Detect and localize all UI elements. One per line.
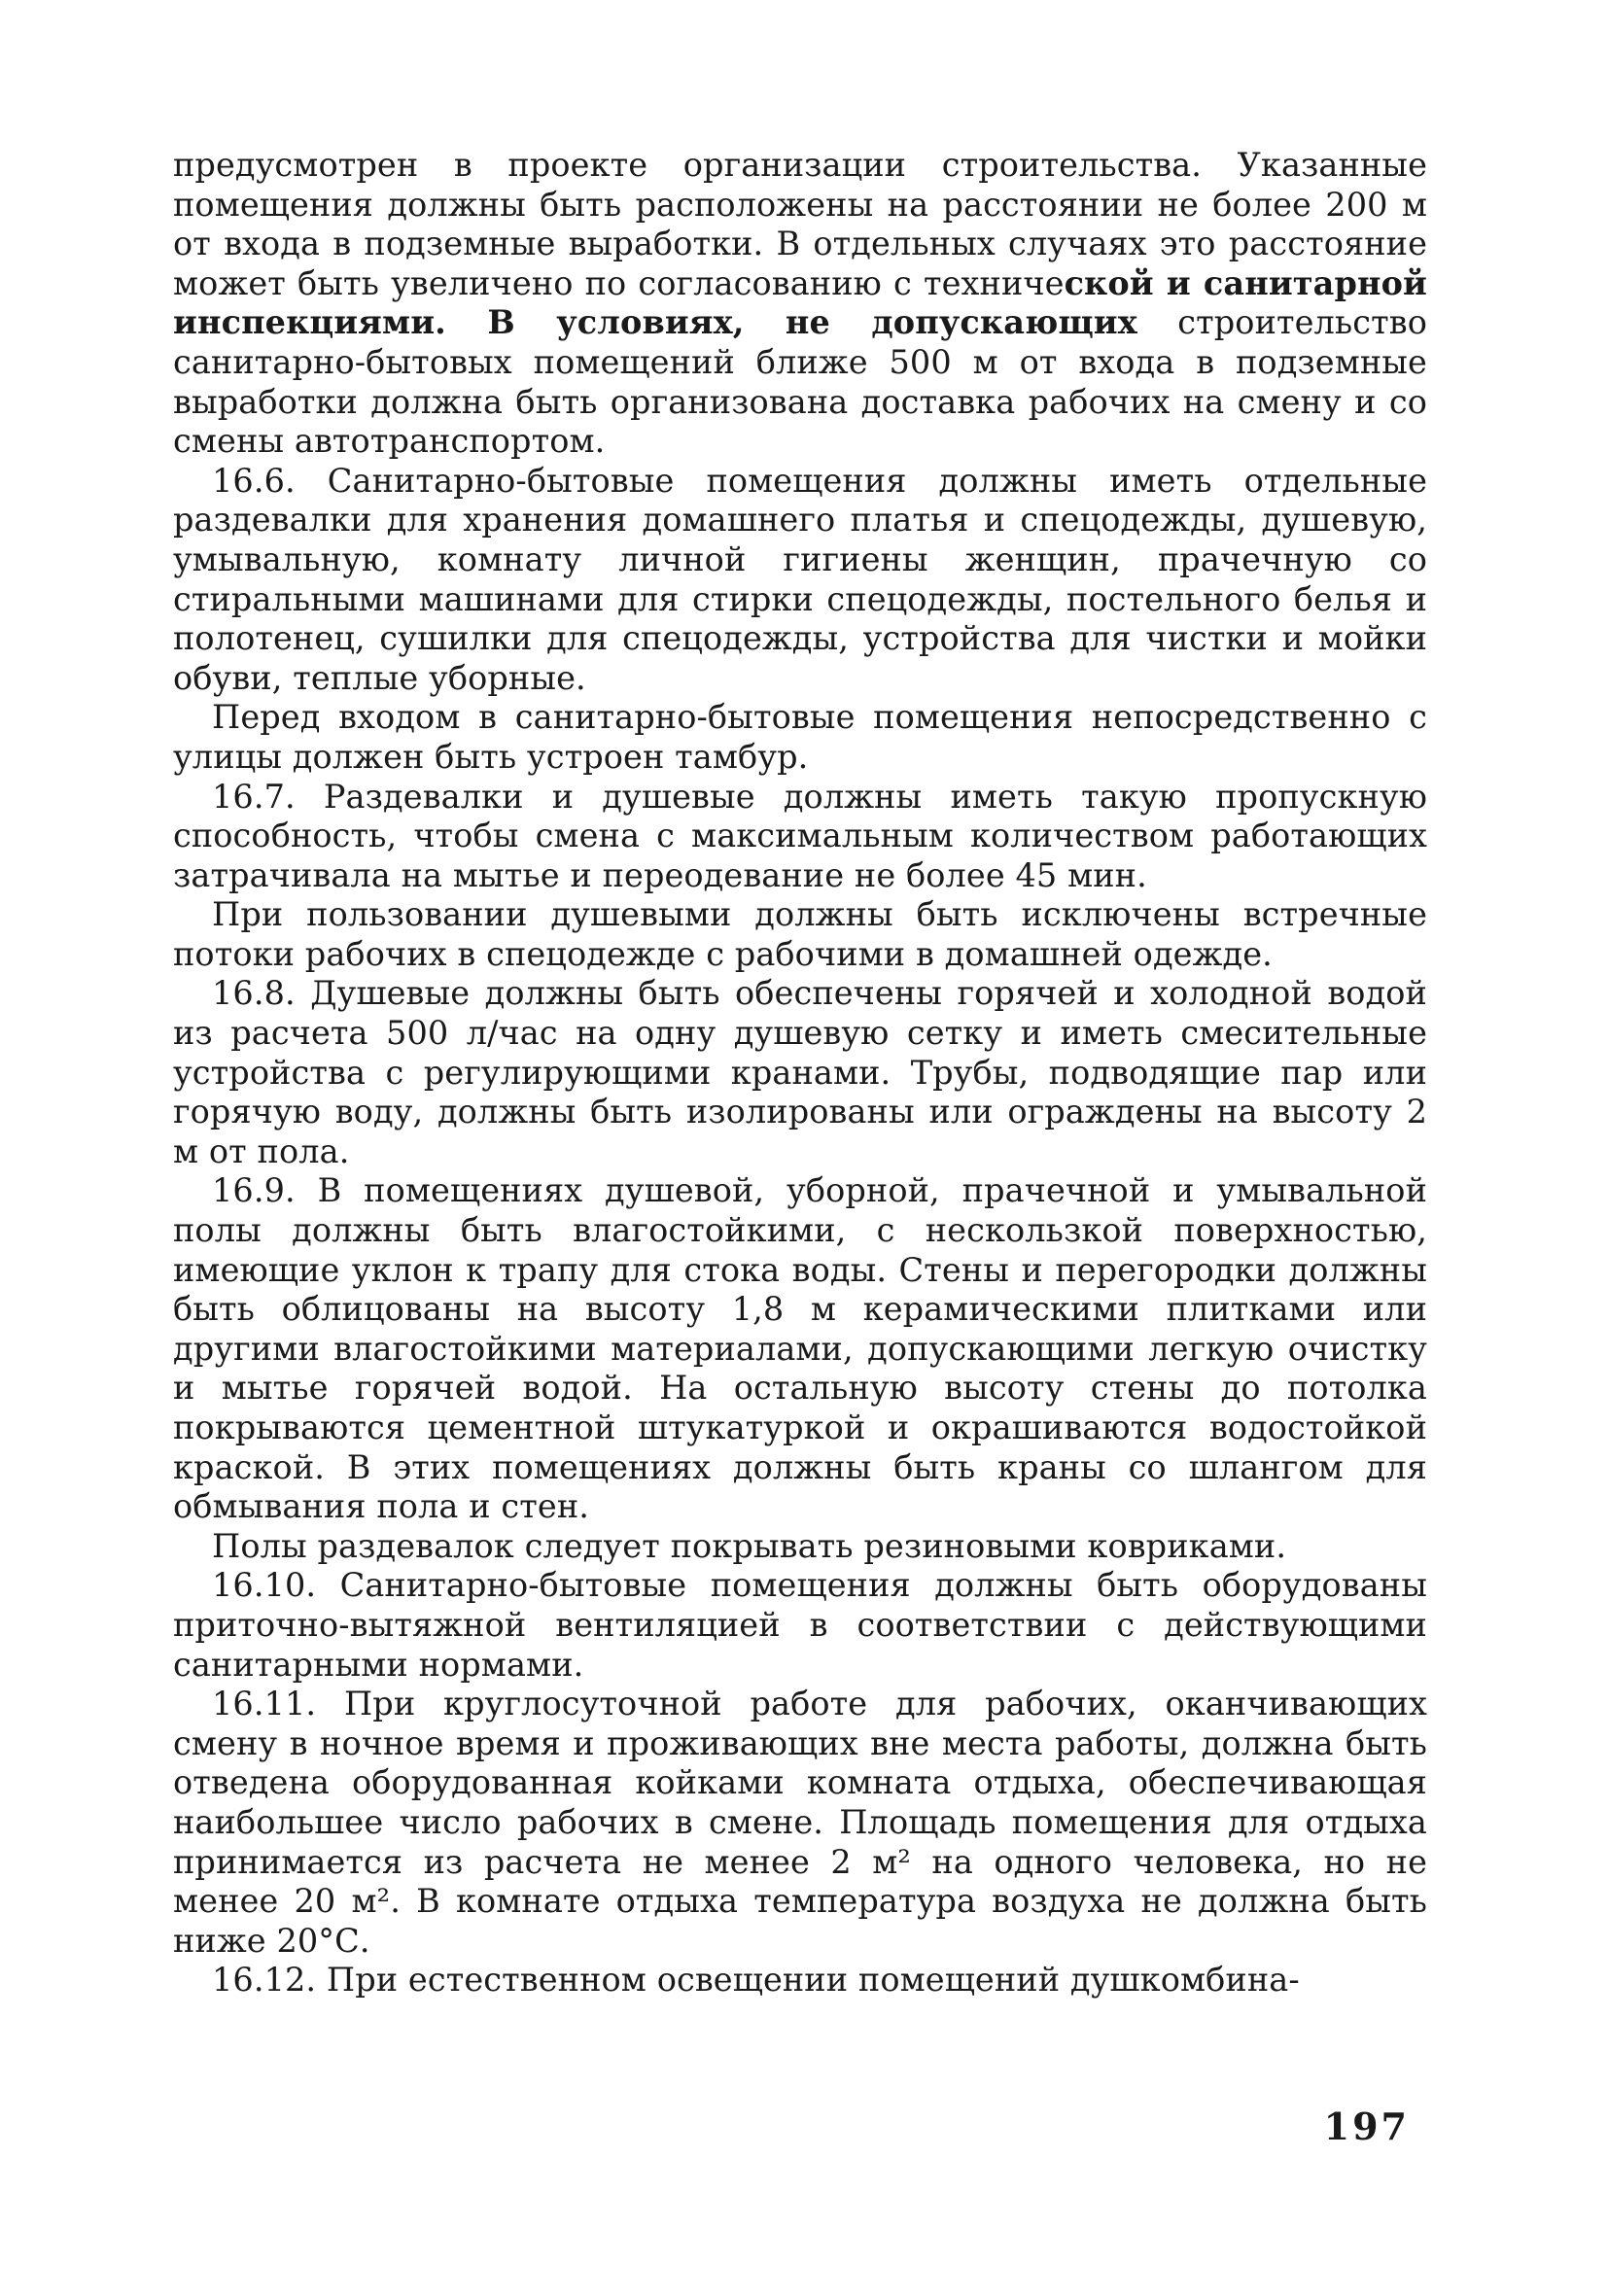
text-run: 16.12. При естественном освещении помещений душкомбина- bbox=[212, 1961, 1300, 2000]
text-run: Перед входом в санитарно-бытовые помещения непосредственно с улицы должен быть устроен тамбур. bbox=[173, 698, 1427, 776]
paragraph-16-9 bbox=[173, 1171, 1427, 1526]
text-run: 16.10. Санитарно-бытовые помещения должны быть оборудованы приточно-вытяжной вентиляцией в соответствии с действующими санитарными нормами. bbox=[173, 1566, 1427, 1684]
paragraph-16-11 bbox=[173, 1685, 1427, 1961]
paragraph-16-12 bbox=[173, 1961, 1427, 2000]
paragraph-16-7 bbox=[173, 778, 1427, 896]
paragraph-16-9-floors bbox=[173, 1527, 1427, 1567]
paragraph-16-8 bbox=[173, 974, 1427, 1171]
text-run: При пользовании душевыми должны быть исключены встречные потоки рабочих в спецодежде с рабочими в домашней одежде. bbox=[173, 895, 1427, 973]
text-run: 16.8. Душевые должны быть обеспечены горячей и холодной водой из расчета 500 л/час на одну душевую сетку и иметь смесительные устройства с регулирующими кранами. Трубы, подводящие пар или горячую воду, должны быть изолированы или ограждены на высоту 2 м от пола. bbox=[173, 974, 1427, 1170]
paragraph-16-6 bbox=[173, 462, 1427, 699]
text-run: 16.9. В помещениях душевой, уборной, прачечной и умывальной полы должны быть влагостойкими, с нескользкой поверхностью, имеющие уклон к трапу для стока воды. Стены и перегородки должны быть облицованы на высоту 1,8 м керамическими плитками или другими влагостойкими материалами, допускающими легкую очистку и мытье горячей водой. На остальную высоту стены до потолка покрываются цементной штукатуркой и окрашиваются водостойкой краской. В этих помещениях должны быть краны со шлангом для обмывания пола и стен. bbox=[173, 1171, 1427, 1526]
paragraph-16-10 bbox=[173, 1566, 1427, 1685]
page-number: 197 bbox=[1323, 2105, 1410, 2148]
body-text bbox=[173, 146, 1427, 2000]
text-run-bold: ской и санитарной инспекциями. В условиях, не допускающих bbox=[173, 263, 1427, 342]
text-run: строительство санитарно-бытовых помещений ближе 500 м от входа в подземные выработки должна быть организована доставка рабочих на смену и со смены автотранспортом. bbox=[173, 303, 1427, 461]
paragraph-16-6-vestibule bbox=[173, 698, 1427, 777]
text-run: 16.6. Санитарно-бытовые помещения должны иметь отдельные раздевалки для хранения домашнего платья и спецодежды, душевую, умывальную, комнату личной гигиены женщин, прачечную со стиральными машинами для стирки спецодежды, постельного белья и полотенец, сушилки для спецодежды, устройства для чистки и мойки обуви, теплые уборные. bbox=[173, 461, 1427, 697]
text-run: 16.7. Раздевалки и душевые должны иметь такую пропускную способность, чтобы смена с максимальным количеством работающих затрачивала на мытье и переодевание не более 45 мин. bbox=[173, 777, 1427, 894]
paragraph-16-7-showers bbox=[173, 895, 1427, 974]
paragraph-intro bbox=[173, 146, 1427, 462]
text-run: 16.11. При круглосуточной работе для рабочих, оканчивающих смену в ночное время и проживающих вне места работы, должна быть отведена оборудованная койками комната отдыха, обеспечивающая наибольшее число рабочих в смене. Площадь помещения для отдыха принимается из расчета не менее 2 м² на одного человека, но не менее 20 м². В комнате отдыха температура воздуха не должна быть ниже 20°С. bbox=[173, 1685, 1427, 1960]
text-run: предусмотрен в проекте организации строительства. Указанные помещения должны быть расположены на расстоянии не более 200 м от входа в подземные выработки. В отдельных случаях это расстояние может быть увеличено по согласованию с техниче bbox=[173, 146, 1427, 302]
text-run: Полы раздевалок следует покрывать резиновыми ковриками. bbox=[212, 1526, 1287, 1565]
